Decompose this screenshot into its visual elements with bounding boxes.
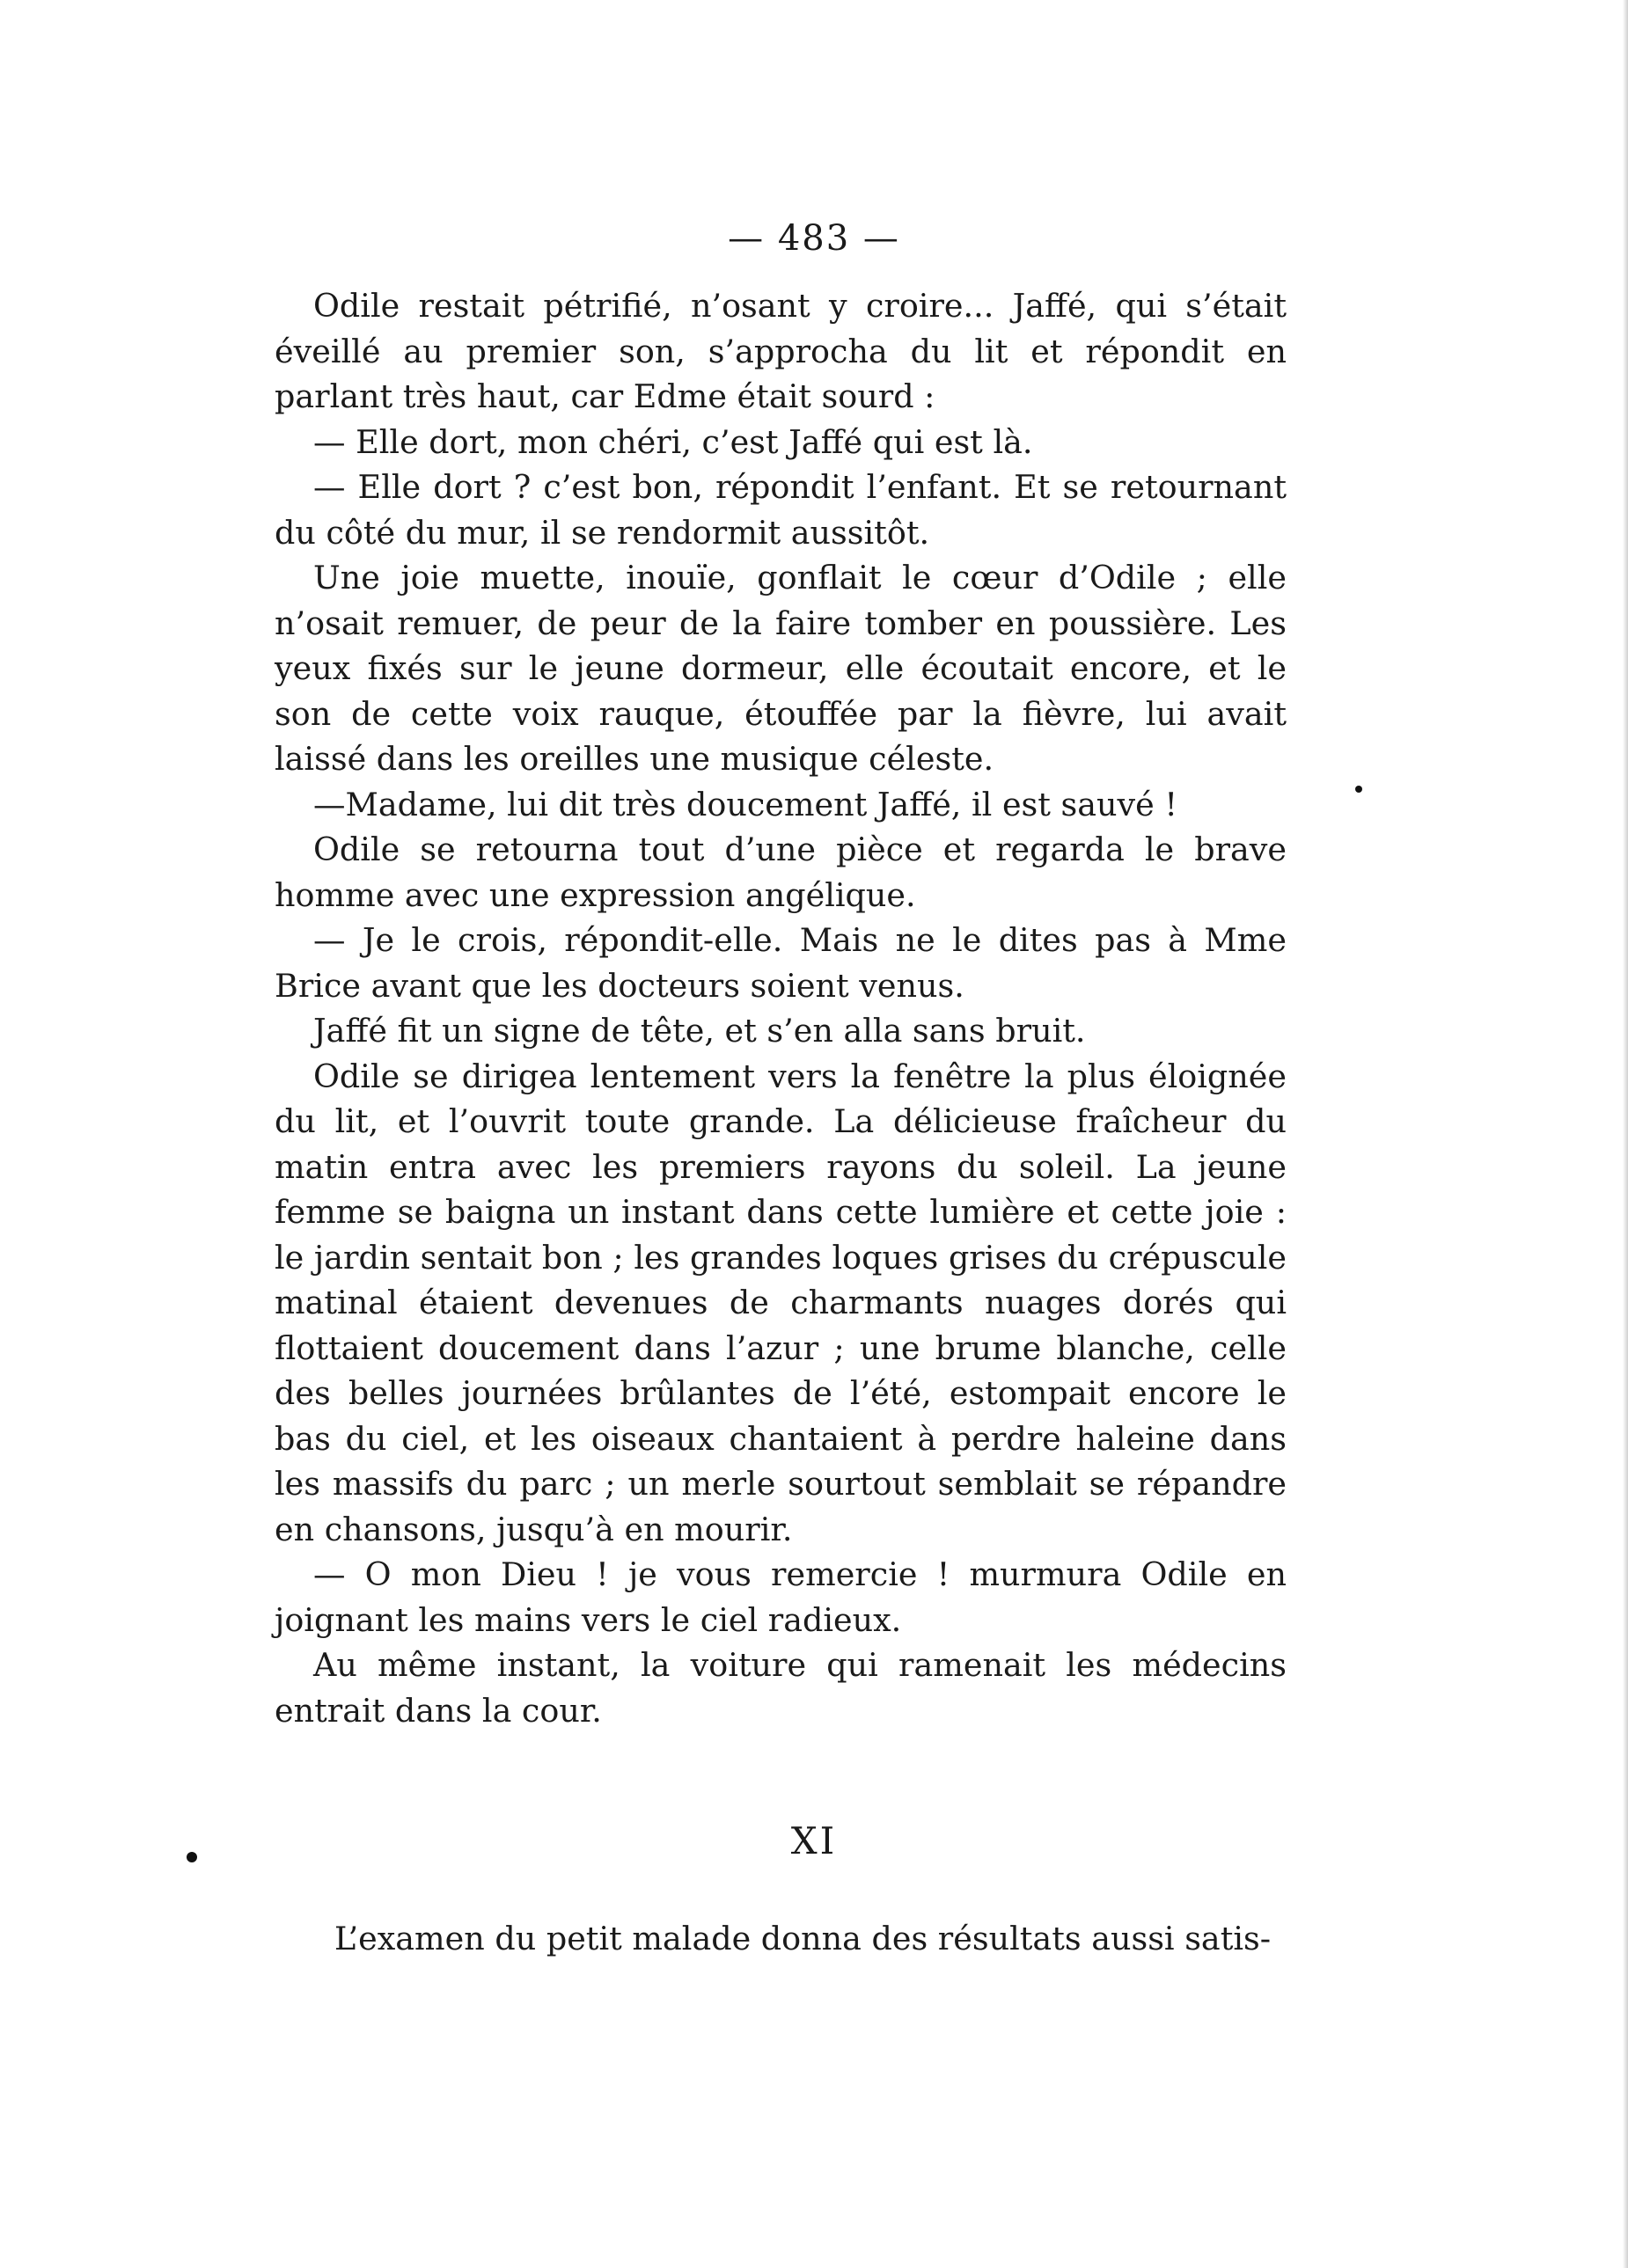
paragraph: Au même instant, la voiture qui ramenait les médecins entrait dans la cour. — [275, 1646, 1287, 1730]
paragraph: Odile se retourna tout d’une pièce et regarda le brave homme avec une expression angélique. — [275, 830, 1287, 914]
paragraph: — Je le crois, répondit-elle. Mais ne le dites pas à Mme Brice avant que les docteurs soient venus. — [275, 921, 1287, 1005]
paragraph: Jaffé fit un signe de tête, et s’en alla sans bruit. — [313, 1012, 1086, 1050]
body-text — [275, 283, 1287, 1733]
paragraph: — O mon Dieu ! je vous remercie ! murmura Odile en joignant les mains vers le ciel radieux. — [275, 1555, 1287, 1639]
paragraph: — Elle dort ? c’est bon, répondit l’enfant. Et se retournant du côté du mur, il se rendormit aussitôt. — [275, 468, 1287, 552]
paragraph: Odile se dirigea lentement vers la fenêtre la plus éloignée du lit, et l’ouvrit toute grande. La délicieuse fraîcheur du matin entra avec les premiers rayons du soleil. La jeune femme se baigna un instant dans cette lumière et cette joie : le jardin sentait bon ; les grandes loques grises du crépuscule matinal étaient devenues de charmants nuages dorés qui flottaient doucement dans l’azur ; une brume blanche, celle des belles journées brûlantes de l’été, estompait encore le bas du ciel, et les oiseaux chantaient à perdre haleine dans les massifs du parc ; un merle sourtout semblait se répandre en chansons, jusqu’à en mourir. — [275, 1057, 1287, 1548]
paragraph: —Madame, lui dit très doucement Jaffé, il est sauvé ! — [313, 785, 1178, 823]
page-number: — 483 — — [728, 218, 900, 259]
paragraph: — Elle dort, mon chéri, c’est Jaffé qui est là. — [313, 422, 1033, 461]
ink-speck — [1355, 786, 1362, 793]
page-edge-shadow — [1623, 0, 1628, 2268]
ink-speck — [187, 1852, 197, 1862]
chapter-heading: XI — [790, 1819, 838, 1862]
chapter-first-paragraph: L’examen du petit malade donna des résultats aussi satis- — [334, 1920, 1272, 1957]
paragraph: Odile restait pétrifié, n’osant y croire... Jaffé, qui s’était éveillé au premier son, s’approcha du lit et répondit en parlant très haut, car Edme était sourd : — [275, 287, 1287, 415]
paragraph: Une joie muette, inouïe, gonflait le cœur d’Odile ; elle n’osait remuer, de peur de la faire tomber en poussière. Les yeux fixés sur le jeune dormeur, elle écoutait encore, et le son de cette voix rauque, étouffée par la fièvre, lui avait laissé dans les oreilles une musique céleste. — [275, 559, 1287, 778]
